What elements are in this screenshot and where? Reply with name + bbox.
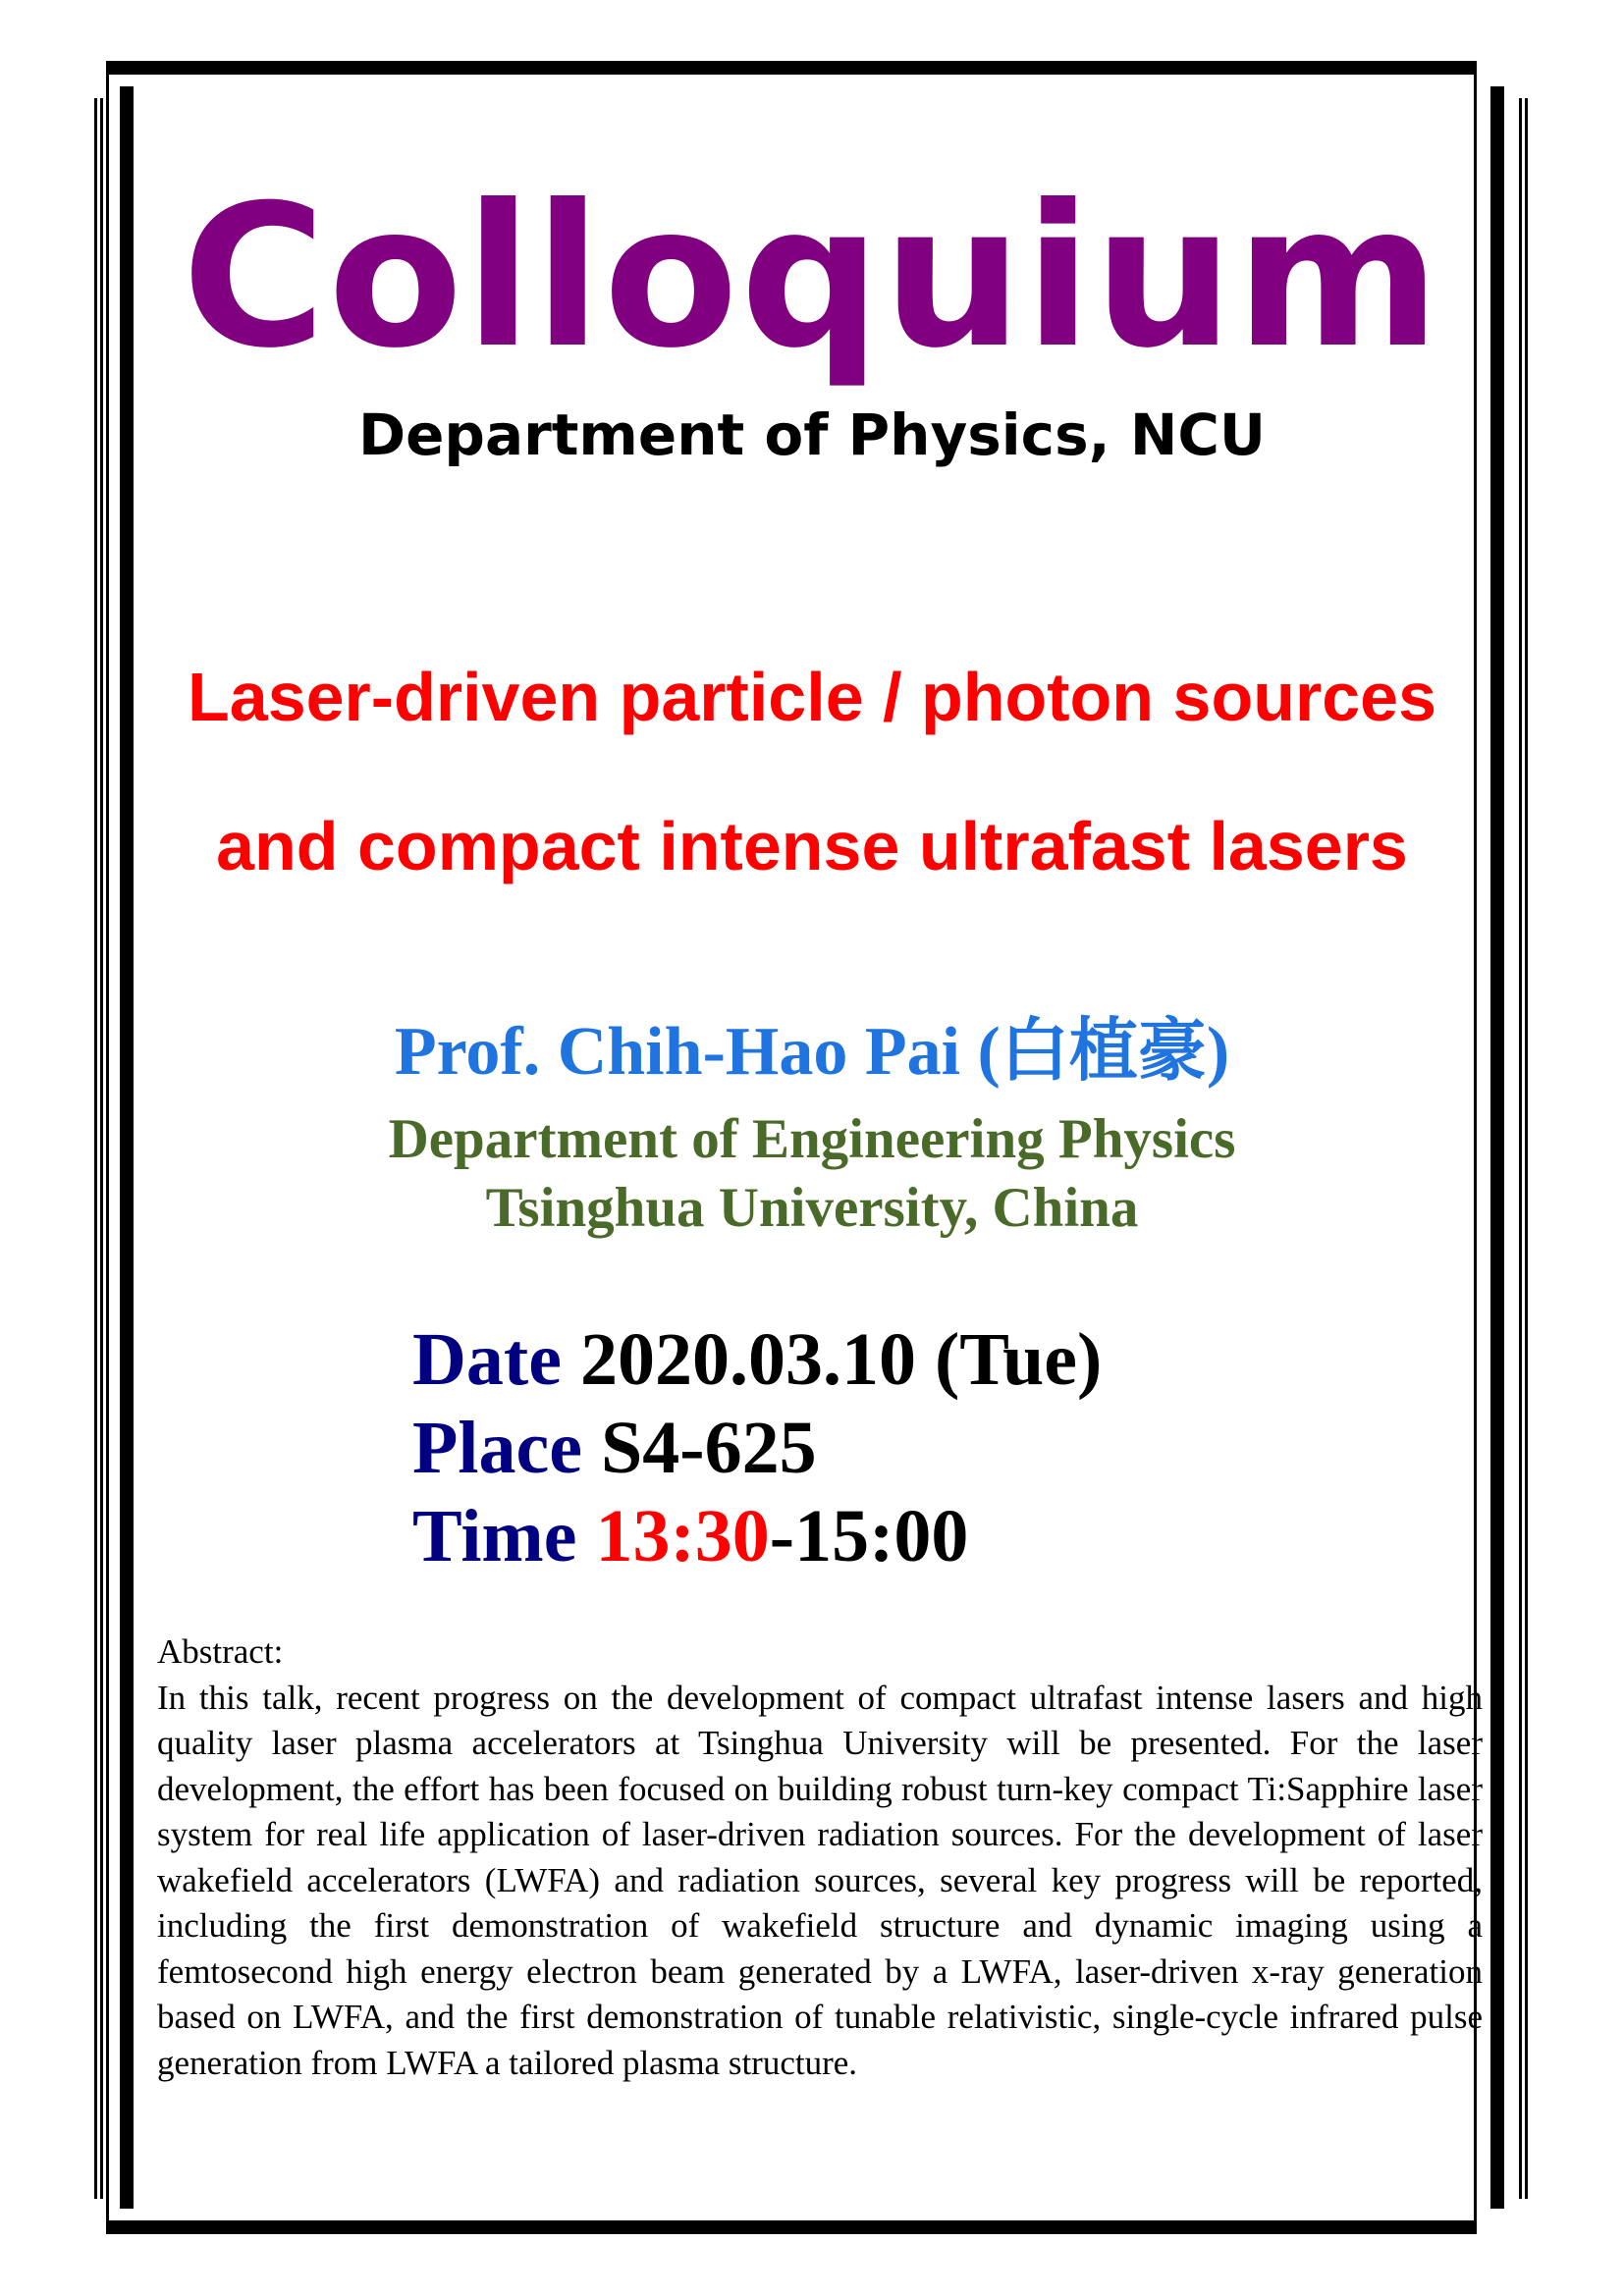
speaker-affiliation-line-1: Department of Engineering Physics (388, 1108, 1236, 1170)
poster-title: Colloquium (182, 163, 1442, 392)
speaker-affiliation-line-2: Tsinghua University, China (485, 1177, 1139, 1239)
abstract-label: Abstract: (157, 1632, 284, 1671)
talk-title-line-1: Laser-driven particle / photon sources (188, 659, 1436, 735)
time-row (412, 1492, 968, 1580)
time-end: -15:00 (769, 1495, 969, 1577)
place-value: S4-625 (601, 1407, 817, 1489)
date-label: Date (412, 1318, 562, 1401)
abstract-body: In this talk, recent progress on the development of compact ultrafast intense lasers and high quality laser plasma accelerators at Tsinghua University will be presented. For the laser development, the effort has been focused on building robust turn-key compact Ti:Sapphire laser system for real life application of laser-driven radiation sources. For the development of laser wakefield accelerators (LWFA) and radiation sources, several key progress will be reported, including the first demonstration of wakefield structure and dynamic imaging using a femtosecond high energy electron beam generated by a LWFA, laser-driven x-ray generation based on LWFA, and the first demonstration of tunable relativistic, single-cycle infrared pulse generation from LWFA a tailored plasma structure. (157, 1678, 1483, 2082)
host-department: Department of Physics, NCU (357, 401, 1267, 468)
date-row (412, 1315, 1102, 1404)
date-value: 2020.03.10 (Tue) (579, 1318, 1103, 1401)
speaker-name: Prof. Chih-Hao Pai (白植豪) (394, 1014, 1230, 1090)
talk-title-line-2: and compact intense ultrafast lasers (216, 808, 1408, 884)
time-label: Time (412, 1495, 577, 1577)
abstract (157, 1629, 1483, 2086)
place-label: Place (412, 1407, 583, 1489)
time-start: 13:30 (595, 1495, 770, 1577)
place-row (412, 1404, 817, 1492)
